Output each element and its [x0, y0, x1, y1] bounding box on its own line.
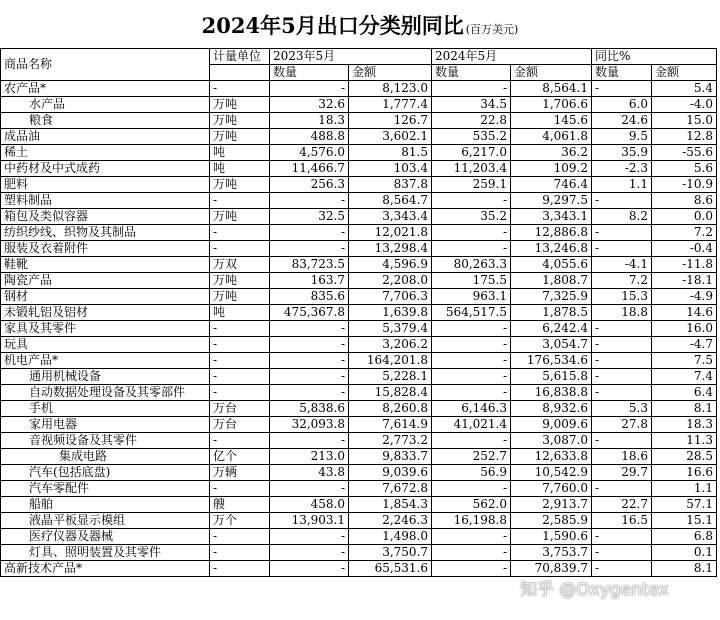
row-qty-yoy: 15.3	[592, 289, 652, 305]
row-unit: -	[210, 81, 270, 97]
row-amt-2024: 5,615.8	[511, 369, 592, 385]
row-amt-yoy: 8.1	[652, 561, 717, 577]
row-qty-2023: 32.6	[270, 97, 349, 113]
table-row	[1, 129, 717, 145]
row-name: 汽车(包括底盘)	[1, 465, 210, 481]
row-name: 粮食	[1, 113, 210, 129]
title-text: 2024年5月出口分类别同比	[201, 13, 464, 38]
row-qty-2023: -	[270, 385, 349, 401]
row-unit: 万个	[210, 513, 270, 529]
row-qty-2023: -	[270, 529, 349, 545]
table-row	[1, 417, 717, 433]
row-unit: 万台	[210, 417, 270, 433]
row-name: 医疗仪器及器械	[1, 529, 210, 545]
row-amt-yoy: 7.5	[652, 353, 717, 369]
row-qty-2024: -	[432, 481, 511, 497]
row-qty-2024: 22.8	[432, 113, 511, 129]
table-row	[1, 513, 717, 529]
row-name: 家用电器	[1, 417, 210, 433]
table-row	[1, 433, 717, 449]
row-amt-2023: 65,531.6	[349, 561, 432, 577]
table-row	[1, 465, 717, 481]
row-amt-yoy: 1.1	[652, 481, 717, 497]
row-qty-2023: 256.3	[270, 177, 349, 193]
row-qty-yoy: -	[592, 225, 652, 241]
row-name: 钢材	[1, 289, 210, 305]
row-name: 通用机械设备	[1, 369, 210, 385]
row-qty-2024: 963.1	[432, 289, 511, 305]
row-amt-2024: 8,932.6	[511, 401, 592, 417]
row-qty-yoy: 18.8	[592, 305, 652, 321]
row-amt-2024: 12,633.8	[511, 449, 592, 465]
row-qty-yoy: 29.7	[592, 465, 652, 481]
row-qty-yoy: -	[592, 193, 652, 209]
row-amt-2024: 1,590.6	[511, 529, 592, 545]
header-yoy: 同比%	[592, 49, 717, 65]
row-amt-2023: 13,298.4	[349, 241, 432, 257]
row-qty-2023: -	[270, 81, 349, 97]
row-amt-yoy: 12.8	[652, 129, 717, 145]
row-unit: -	[210, 561, 270, 577]
row-qty-2023: 18.3	[270, 113, 349, 129]
header-2024: 2024年5月	[432, 49, 592, 65]
row-amt-2024: 13,246.8	[511, 241, 592, 257]
row-qty-2024: 252.7	[432, 449, 511, 465]
row-name: 家具及其零件	[1, 321, 210, 337]
table-row	[1, 161, 717, 177]
row-amt-2024: 109.2	[511, 161, 592, 177]
row-unit: -	[210, 337, 270, 353]
row-amt-yoy: 11.3	[652, 433, 717, 449]
row-amt-yoy: 0.1	[652, 545, 717, 561]
row-unit: -	[210, 353, 270, 369]
row-amt-yoy: 6.8	[652, 529, 717, 545]
row-amt-2024: 176,534.6	[511, 353, 592, 369]
row-qty-2024: -	[432, 561, 511, 577]
row-qty-2024: 259.1	[432, 177, 511, 193]
row-qty-yoy: 35.9	[592, 145, 652, 161]
row-amt-2024: 4,055.6	[511, 257, 592, 273]
row-qty-2023: 32.5	[270, 209, 349, 225]
row-amt-2023: 2,246.3	[349, 513, 432, 529]
row-qty-2024: 6,146.3	[432, 401, 511, 417]
row-qty-2023: 32,093.8	[270, 417, 349, 433]
table-row	[1, 369, 717, 385]
row-amt-yoy: -4.7	[652, 337, 717, 353]
row-qty-2023: -	[270, 321, 349, 337]
row-name: 高新技术产品*	[1, 561, 210, 577]
row-qty-2023: 11,466.7	[270, 161, 349, 177]
row-amt-2023: 103.4	[349, 161, 432, 177]
row-qty-2023: -	[270, 225, 349, 241]
row-amt-2023: 9,039.6	[349, 465, 432, 481]
row-amt-yoy: 5.6	[652, 161, 717, 177]
row-qty-2024: 41,021.4	[432, 417, 511, 433]
row-qty-2024: -	[432, 353, 511, 369]
row-qty-yoy: -	[592, 529, 652, 545]
title-unit: (百万美元)	[465, 23, 519, 36]
row-name: 肥料	[1, 177, 210, 193]
row-qty-2023: -	[270, 561, 349, 577]
row-amt-yoy: 57.1	[652, 497, 717, 513]
row-name: 水产品	[1, 97, 210, 113]
row-qty-2024: -	[432, 337, 511, 353]
row-qty-yoy: 24.6	[592, 113, 652, 129]
row-unit: -	[210, 241, 270, 257]
row-qty-yoy: 7.2	[592, 273, 652, 289]
row-amt-2024: 1,706.6	[511, 97, 592, 113]
row-qty-2023: 4,576.0	[270, 145, 349, 161]
row-qty-yoy: -	[592, 81, 652, 97]
row-amt-2024: 2,585.9	[511, 513, 592, 529]
table-row	[1, 81, 717, 97]
row-qty-2024: -	[432, 433, 511, 449]
row-amt-2023: 7,672.8	[349, 481, 432, 497]
row-unit: 万辆	[210, 465, 270, 481]
table-body	[1, 81, 717, 577]
row-amt-2024: 3,753.7	[511, 545, 592, 561]
row-unit: 万吨	[210, 273, 270, 289]
row-qty-yoy: 18.6	[592, 449, 652, 465]
row-qty-yoy: -	[592, 321, 652, 337]
row-qty-2024: 34.5	[432, 97, 511, 113]
row-qty-2023: 13,903.1	[270, 513, 349, 529]
table-row	[1, 97, 717, 113]
row-qty-yoy: 27.8	[592, 417, 652, 433]
row-qty-2024: 80,263.3	[432, 257, 511, 273]
header-2023: 2023年5月	[270, 49, 432, 65]
row-name: 灯具、照明装置及其零件	[1, 545, 210, 561]
row-qty-2023: -	[270, 433, 349, 449]
row-amt-2023: 5,379.4	[349, 321, 432, 337]
row-unit: 万吨	[210, 177, 270, 193]
row-amt-2023: 164,201.8	[349, 353, 432, 369]
row-amt-2023: 2,208.0	[349, 273, 432, 289]
row-amt-2023: 8,123.0	[349, 81, 432, 97]
row-name: 服装及衣着附件	[1, 241, 210, 257]
row-amt-2024: 3,343.1	[511, 209, 592, 225]
row-qty-yoy: 6.0	[592, 97, 652, 113]
row-amt-yoy: 7.2	[652, 225, 717, 241]
row-qty-yoy: -	[592, 481, 652, 497]
row-unit: 万吨	[210, 289, 270, 305]
row-amt-yoy: 0.0	[652, 209, 717, 225]
row-unit: 万吨	[210, 209, 270, 225]
row-amt-yoy: 16.6	[652, 465, 717, 481]
row-amt-yoy: -4.0	[652, 97, 717, 113]
row-amt-2023: 3,343.4	[349, 209, 432, 225]
row-amt-2023: 1,777.4	[349, 97, 432, 113]
row-unit: -	[210, 321, 270, 337]
row-unit: -	[210, 545, 270, 561]
row-qty-2023: 475,367.8	[270, 305, 349, 321]
row-qty-yoy: 8.2	[592, 209, 652, 225]
table-row	[1, 145, 717, 161]
row-amt-2024: 16,838.8	[511, 385, 592, 401]
row-amt-2023: 8,564.7	[349, 193, 432, 209]
row-name: 稀土	[1, 145, 210, 161]
row-amt-yoy: -11.8	[652, 257, 717, 273]
row-amt-2024: 12,886.8	[511, 225, 592, 241]
row-amt-2023: 8,260.8	[349, 401, 432, 417]
row-qty-yoy: -	[592, 337, 652, 353]
row-qty-2024: 56.9	[432, 465, 511, 481]
row-unit: -	[210, 433, 270, 449]
row-amt-yoy: 18.3	[652, 417, 717, 433]
row-amt-2023: 81.5	[349, 145, 432, 161]
header-unit: 计量单位	[210, 49, 270, 65]
row-amt-yoy: -18.1	[652, 273, 717, 289]
row-name: 成品油	[1, 129, 210, 145]
row-amt-2023: 15,828.4	[349, 385, 432, 401]
row-qty-2024: 11,203.4	[432, 161, 511, 177]
row-amt-yoy: -0.4	[652, 241, 717, 257]
row-amt-2024: 7,760.0	[511, 481, 592, 497]
row-qty-2023: -	[270, 369, 349, 385]
watermark: 知乎 @Oxygentex	[520, 580, 669, 600]
row-amt-2024: 145.6	[511, 113, 592, 129]
row-qty-2023: 488.8	[270, 129, 349, 145]
row-qty-2024: -	[432, 321, 511, 337]
table-row	[1, 209, 717, 225]
row-amt-2023: 12,021.8	[349, 225, 432, 241]
table-row	[1, 225, 717, 241]
row-unit: -	[210, 529, 270, 545]
row-amt-2024: 3,054.7	[511, 337, 592, 353]
row-qty-2023: -	[270, 353, 349, 369]
row-amt-2023: 3,750.7	[349, 545, 432, 561]
row-qty-2023: -	[270, 241, 349, 257]
row-amt-yoy: 8.1	[652, 401, 717, 417]
table-row	[1, 353, 717, 369]
row-amt-2023: 1,639.8	[349, 305, 432, 321]
row-amt-2024: 9,009.6	[511, 417, 592, 433]
row-qty-yoy: -	[592, 385, 652, 401]
row-name: 纺织纱线、织物及其制品	[1, 225, 210, 241]
row-qty-2024: 535.2	[432, 129, 511, 145]
row-amt-yoy: 15.0	[652, 113, 717, 129]
row-name: 船舶	[1, 497, 210, 513]
row-qty-yoy: -	[592, 241, 652, 257]
header-amt-yoy: 金额	[652, 65, 717, 81]
row-unit: 万双	[210, 257, 270, 273]
row-name: 液晶平板显示模组	[1, 513, 210, 529]
table-row	[1, 449, 717, 465]
row-amt-2024: 36.2	[511, 145, 592, 161]
row-name: 集成电路	[1, 449, 210, 465]
row-amt-yoy: 16.0	[652, 321, 717, 337]
row-qty-2023: -	[270, 545, 349, 561]
row-qty-2023: 83,723.5	[270, 257, 349, 273]
table-row	[1, 481, 717, 497]
row-qty-2024: 16,198.8	[432, 513, 511, 529]
row-amt-2023: 4,596.9	[349, 257, 432, 273]
row-amt-2024: 7,325.9	[511, 289, 592, 305]
row-name: 箱包及类似容器	[1, 209, 210, 225]
row-qty-2024: -	[432, 225, 511, 241]
export-table	[0, 48, 717, 577]
row-amt-2024: 10,542.9	[511, 465, 592, 481]
header-qty-2023: 数量	[270, 65, 349, 81]
row-amt-2023: 2,773.2	[349, 433, 432, 449]
row-qty-yoy: -	[592, 353, 652, 369]
row-name: 机电产品*	[1, 353, 210, 369]
row-qty-2023: 163.7	[270, 273, 349, 289]
row-qty-yoy: -	[592, 433, 652, 449]
header-amt-2023: 金额	[349, 65, 432, 81]
row-qty-2024: -	[432, 369, 511, 385]
row-unit: 万台	[210, 401, 270, 417]
row-qty-yoy: 9.5	[592, 129, 652, 145]
table-row	[1, 257, 717, 273]
row-amt-2023: 837.8	[349, 177, 432, 193]
row-name: 玩具	[1, 337, 210, 353]
row-qty-2023: 5,838.6	[270, 401, 349, 417]
row-amt-2024: 6,242.4	[511, 321, 592, 337]
row-amt-2024: 8,564.1	[511, 81, 592, 97]
row-qty-yoy: 1.1	[592, 177, 652, 193]
table-row	[1, 545, 717, 561]
row-qty-yoy: 16.5	[592, 513, 652, 529]
row-name: 手机	[1, 401, 210, 417]
table-row	[1, 497, 717, 513]
row-amt-yoy: -4.9	[652, 289, 717, 305]
table-row	[1, 289, 717, 305]
row-name: 塑料制品	[1, 193, 210, 209]
row-amt-yoy: -55.6	[652, 145, 717, 161]
row-amt-2023: 1,498.0	[349, 529, 432, 545]
header-unit-blank	[210, 65, 270, 81]
row-qty-2024: -	[432, 193, 511, 209]
header-qty-2024: 数量	[432, 65, 511, 81]
row-qty-yoy: -	[592, 545, 652, 561]
row-unit: -	[210, 193, 270, 209]
table-row	[1, 529, 717, 545]
row-qty-2023: 43.8	[270, 465, 349, 481]
page-title	[0, 10, 720, 40]
row-amt-yoy: 6.4	[652, 385, 717, 401]
row-unit: -	[210, 369, 270, 385]
row-unit: 吨	[210, 305, 270, 321]
table-row	[1, 401, 717, 417]
row-amt-yoy: 14.6	[652, 305, 717, 321]
row-amt-2023: 3,206.2	[349, 337, 432, 353]
row-qty-2024: 564,517.5	[432, 305, 511, 321]
row-qty-2024: -	[432, 81, 511, 97]
row-qty-yoy: -	[592, 369, 652, 385]
row-qty-2024: 175.5	[432, 273, 511, 289]
row-qty-yoy: -2.3	[592, 161, 652, 177]
row-amt-yoy: 8.6	[652, 193, 717, 209]
header-qty-yoy: 数量	[592, 65, 652, 81]
row-amt-2024: 1,878.5	[511, 305, 592, 321]
table-row	[1, 273, 717, 289]
row-amt-2023: 9,833.7	[349, 449, 432, 465]
row-unit: 艘	[210, 497, 270, 513]
row-unit: 万吨	[210, 113, 270, 129]
row-amt-2023: 7,614.9	[349, 417, 432, 433]
row-amt-yoy: -10.9	[652, 177, 717, 193]
row-qty-2024: 6,217.0	[432, 145, 511, 161]
row-name: 中药材及中式成药	[1, 161, 210, 177]
header-amt-2024: 金额	[511, 65, 592, 81]
row-amt-yoy: 5.4	[652, 81, 717, 97]
row-qty-yoy: 22.7	[592, 497, 652, 513]
row-unit: 吨	[210, 161, 270, 177]
table-row	[1, 241, 717, 257]
table-row	[1, 337, 717, 353]
row-qty-2024: -	[432, 385, 511, 401]
row-name: 鞋靴	[1, 257, 210, 273]
row-unit: 亿个	[210, 449, 270, 465]
row-amt-2023: 5,228.1	[349, 369, 432, 385]
row-qty-yoy: 5.3	[592, 401, 652, 417]
row-qty-2023: 458.0	[270, 497, 349, 513]
row-qty-2023: -	[270, 481, 349, 497]
row-name: 自动数据处理设备及其零部件	[1, 385, 210, 401]
row-name: 陶瓷产品	[1, 273, 210, 289]
row-qty-2024: 35.2	[432, 209, 511, 225]
table-row	[1, 193, 717, 209]
row-amt-2024: 1,808.7	[511, 273, 592, 289]
row-qty-yoy: -4.1	[592, 257, 652, 273]
row-unit: -	[210, 225, 270, 241]
table-row	[1, 305, 717, 321]
row-amt-2024: 3,087.0	[511, 433, 592, 449]
row-amt-yoy: 28.5	[652, 449, 717, 465]
row-qty-2024: 562.0	[432, 497, 511, 513]
row-qty-2023: 213.0	[270, 449, 349, 465]
row-name: 汽车零配件	[1, 481, 210, 497]
row-amt-2023: 126.7	[349, 113, 432, 129]
row-name: 未锻轧铝及铝材	[1, 305, 210, 321]
row-amt-2023: 7,706.3	[349, 289, 432, 305]
row-amt-2024: 746.4	[511, 177, 592, 193]
row-qty-2023: 835.6	[270, 289, 349, 305]
row-amt-2023: 3,602.1	[349, 129, 432, 145]
row-amt-2024: 9,297.5	[511, 193, 592, 209]
row-unit: -	[210, 481, 270, 497]
row-amt-2024: 70,839.7	[511, 561, 592, 577]
header-name: 商品名称	[1, 49, 210, 81]
row-amt-yoy: 15.1	[652, 513, 717, 529]
table-row	[1, 561, 717, 577]
row-qty-2024: -	[432, 545, 511, 561]
row-unit: 万吨	[210, 97, 270, 113]
row-unit: 吨	[210, 145, 270, 161]
row-amt-2024: 2,913.7	[511, 497, 592, 513]
row-amt-2023: 1,854.3	[349, 497, 432, 513]
row-qty-yoy: -	[592, 561, 652, 577]
row-name: 音视频设备及其零件	[1, 433, 210, 449]
row-qty-2023: -	[270, 193, 349, 209]
row-amt-yoy: 7.4	[652, 369, 717, 385]
row-unit: -	[210, 385, 270, 401]
table-row	[1, 321, 717, 337]
row-unit: 万吨	[210, 129, 270, 145]
table-row	[1, 177, 717, 193]
row-qty-2024: -	[432, 241, 511, 257]
table-row	[1, 113, 717, 129]
row-amt-2024: 4,061.8	[511, 129, 592, 145]
row-name: 农产品*	[1, 81, 210, 97]
table-row	[1, 385, 717, 401]
row-qty-2024: -	[432, 529, 511, 545]
row-qty-2023: -	[270, 337, 349, 353]
